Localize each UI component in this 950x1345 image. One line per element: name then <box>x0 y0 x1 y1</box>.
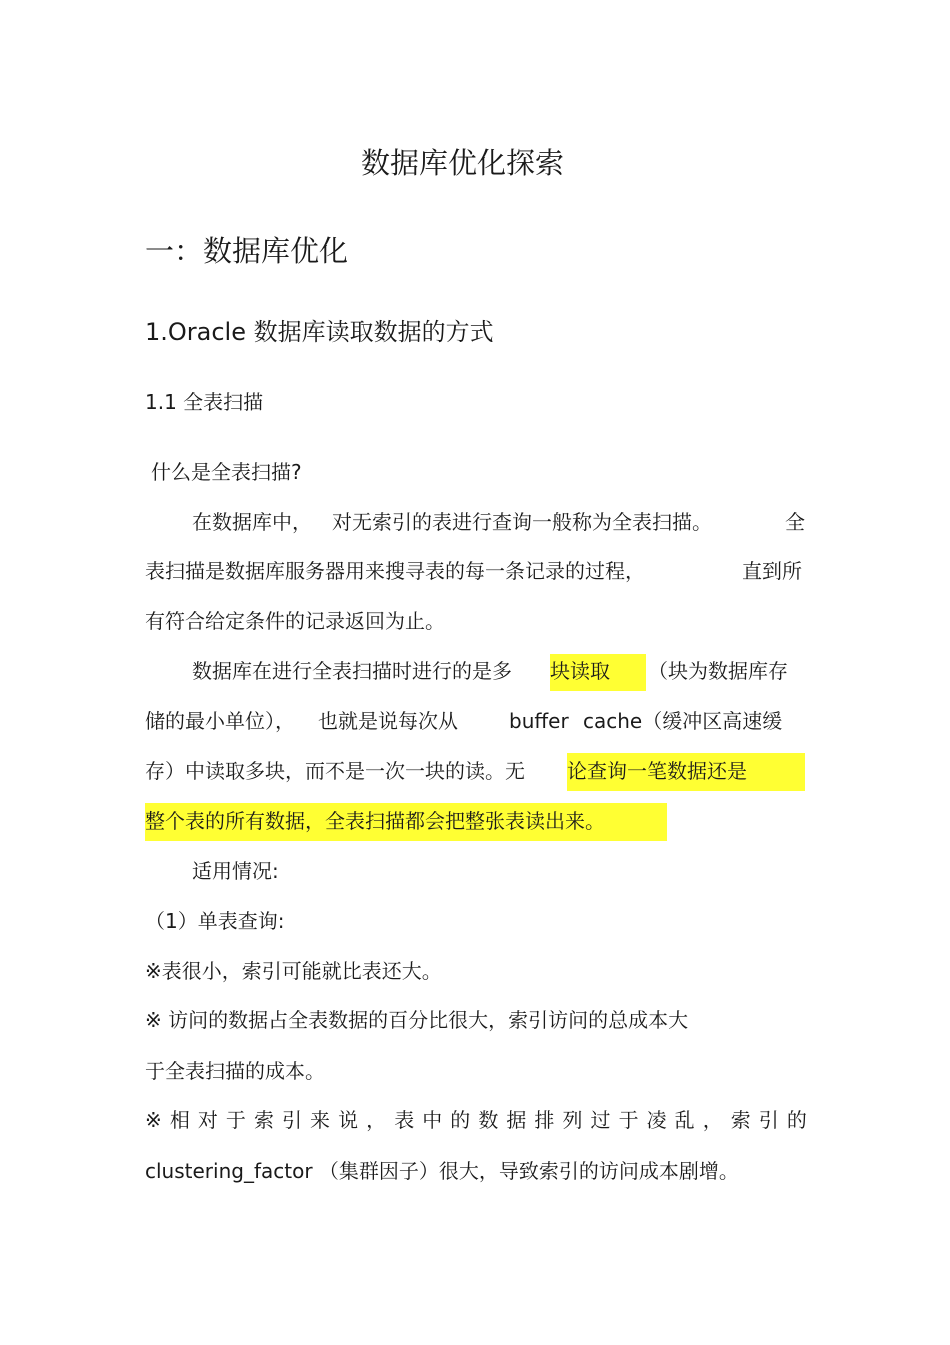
bullet-3-char: 的 <box>786 1108 807 1132</box>
bullet-3-char: ， <box>702 1108 723 1132</box>
heading-1: 一：数据库优化 <box>145 234 349 268</box>
bullet-3-char: 排 <box>534 1108 555 1132</box>
p2-l2-d: cache（缓冲区高速缓 <box>583 709 783 733</box>
bullet-3-char: 引 <box>758 1108 779 1132</box>
heading-2: 1.Oracle 数据库读取数据的方式 <box>145 318 494 346</box>
bullet-3-char: ※ <box>145 1108 162 1132</box>
bullet-3-char: 中 <box>422 1108 443 1132</box>
p2-l3-a: 存）中读取多块，而不是一次一块的读。无 <box>145 759 525 783</box>
p2-l1-b: （块为数据库存 <box>648 659 788 683</box>
bullet-3-char: 索 <box>253 1108 274 1132</box>
p1-l1-b: 对无索引的表进行查询一般称为全表扫描。 <box>332 510 712 534</box>
document-title: 数据库优化探索 <box>360 146 564 180</box>
bullet-3-char: 表 <box>394 1108 415 1132</box>
bullet-3-char: 的 <box>450 1108 471 1132</box>
bullet-3-char: 乱 <box>674 1108 695 1132</box>
bullet-3-char: ， <box>366 1108 387 1132</box>
case-1-label: （1）单表查询: <box>145 909 285 933</box>
p1-l1-a: 在数据库中， <box>192 510 312 534</box>
bullet-3-char: 于 <box>225 1108 246 1132</box>
bullet-3-char: 对 <box>197 1108 218 1132</box>
p1-l2-b: 直到所 <box>742 559 802 583</box>
paragraph-1-line-3: 有符合给定条件的记录返回为止。 <box>145 609 445 633</box>
heading-3: 1.1 全表扫描 <box>145 390 264 414</box>
bullet-3-char: 相 <box>169 1108 190 1132</box>
p1-l1-c: 全 <box>785 510 805 534</box>
p2-l2-c: buffer <box>509 709 569 733</box>
bullet-3-char: 索 <box>730 1108 751 1132</box>
question-text: 什么是全表扫描? <box>151 460 302 484</box>
bullet-3-line-2: clustering_factor （集群因子）很大，导致索引的访问成本剧增。 <box>145 1159 739 1183</box>
p2-l1-a: 数据库在进行全表扫描时进行的是多 <box>192 659 512 683</box>
bullet-3-char: 数 <box>478 1108 499 1132</box>
bullet-3-char: 说 <box>338 1108 359 1132</box>
usage-label: 适用情况: <box>192 859 279 883</box>
bullet-3-char: 据 <box>506 1108 527 1132</box>
bullet-3-char: 引 <box>282 1108 302 1132</box>
p2-l3-highlight: 论查询一笔数据还是 <box>567 753 805 791</box>
bullet-1: ※表很小，索引可能就比表还大。 <box>145 959 442 983</box>
p2-l2-a: 储的最小单位）， <box>145 709 295 733</box>
bullet-2-line-1: ※ 访问的数据占全表数据的百分比很大，索引访问的总成本大 <box>145 1008 689 1032</box>
p2-l4-highlight: 整个表的所有数据，全表扫描都会把整张表读出来。 <box>145 803 667 841</box>
bullet-2-line-2: 于全表扫描的成本。 <box>145 1059 325 1083</box>
p1-l2-a: 表扫描是数据库服务器用来搜寻表的每一条记录的过程， <box>145 559 645 583</box>
bullet-3-char: 凌 <box>646 1108 667 1132</box>
p2-l1-highlight: 块读取 <box>550 654 646 691</box>
bullet-3-char: 来 <box>310 1108 331 1132</box>
bullet-3-char: 于 <box>618 1108 639 1132</box>
bullet-3-line-1 <box>145 1106 807 1134</box>
p2-l2-b: 也就是说每次从 <box>318 709 458 733</box>
bullet-3-char: 列 <box>562 1108 583 1132</box>
bullet-3-char: 过 <box>590 1108 611 1132</box>
